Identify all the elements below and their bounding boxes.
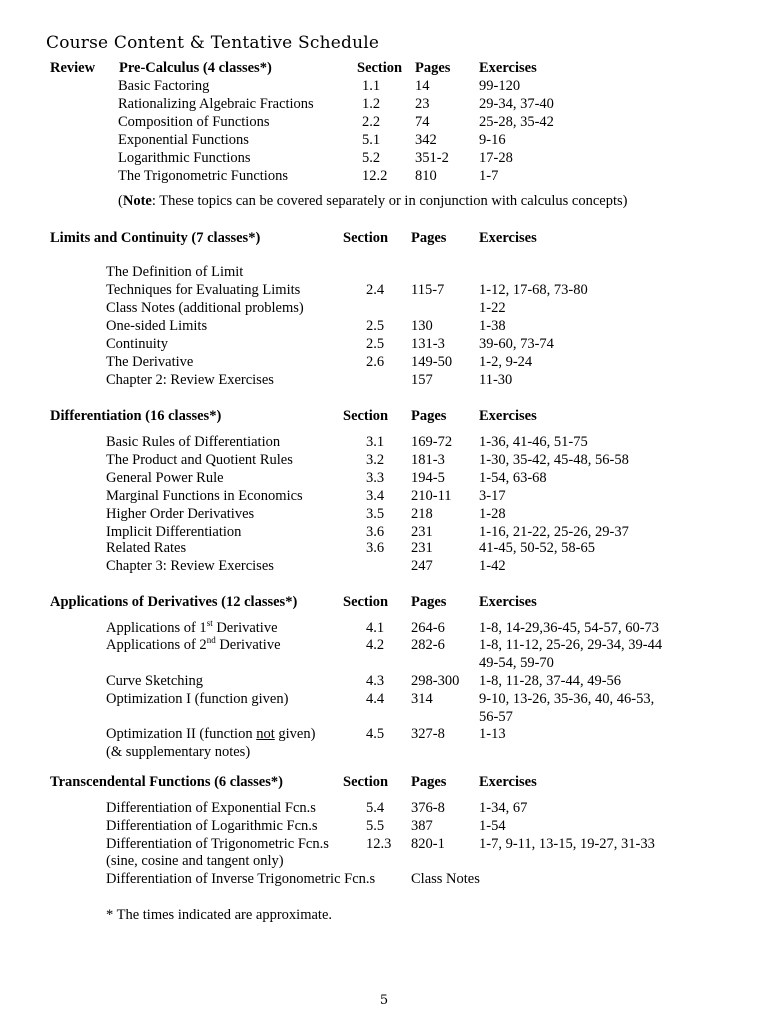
page-range: 169-72 <box>411 434 453 450</box>
topic: Class Notes (additional problems) <box>106 300 304 316</box>
topic: Continuity <box>106 336 169 352</box>
column-header-exercises: Exercises <box>479 60 537 76</box>
topic: Marginal Functions in Economics <box>106 488 303 504</box>
page-range: 327-8 <box>411 726 445 742</box>
column-header-pages: Pages <box>411 408 447 424</box>
page-range: 376-8 <box>411 800 445 816</box>
topic: Rationalizing Algebraic Fractions <box>118 96 314 112</box>
section-number: 1.1 <box>362 78 381 94</box>
exercise-list: 1-8, 11-12, 25-26, 29-34, 39-44 <box>479 637 663 653</box>
topic: Differentiation of Inverse Trigonometric Fcn.s <box>106 871 376 887</box>
exercise-list: 9-10, 13-26, 35-36, 40, 46-53, <box>479 691 655 707</box>
page-range: 181-3 <box>411 452 445 468</box>
page-range: Class Notes <box>411 871 480 887</box>
topic-part: Derivative <box>212 620 278 636</box>
review-label: Review <box>50 60 96 76</box>
exercise-list: 1-22 <box>479 300 506 316</box>
exercise-list: 1-13 <box>479 726 506 742</box>
column-header-section: Section <box>343 774 389 790</box>
page-title: Course Content & Tentative Schedule <box>46 33 380 53</box>
ordinal-suffix: st <box>206 618 213 629</box>
column-header-section: Section <box>357 60 403 76</box>
section-number: 5.5 <box>366 818 385 834</box>
exercise-list: 1-34, 67 <box>479 800 528 816</box>
exercise-list: 1-54, 63-68 <box>479 470 547 486</box>
topic <box>106 726 315 743</box>
section-heading: Applications of Derivatives (12 classes*) <box>50 594 298 610</box>
topic-continued: (& supplementary notes) <box>106 744 251 760</box>
exercise-list: 29-34, 37-40 <box>479 96 554 112</box>
exercise-list: 1-30, 35-42, 45-48, 56-58 <box>479 452 629 468</box>
section-number: 4.2 <box>366 637 385 653</box>
exercise-list: 1-36, 41-46, 51-75 <box>479 434 588 450</box>
page-range: 131-3 <box>411 336 445 352</box>
footnote: * The times indicated are approximate. <box>106 907 333 923</box>
topic: General Power Rule <box>106 470 224 486</box>
topic-part: Applications of 1 <box>106 620 207 636</box>
underlined-word: not <box>256 726 275 742</box>
column-header-section: Section <box>343 594 389 610</box>
column-header-pages: Pages <box>411 230 447 246</box>
topic: The Trigonometric Functions <box>118 168 288 184</box>
topic: Related Rates <box>106 540 187 556</box>
section-number: 3.6 <box>366 540 385 556</box>
section-number: 3.3 <box>366 470 385 486</box>
section-number: 2.5 <box>366 318 385 334</box>
column-header-pages: Pages <box>411 774 447 790</box>
topic: Chapter 3: Review Exercises <box>106 558 274 574</box>
exercise-list: 1-42 <box>479 558 506 574</box>
section-number: 5.4 <box>366 800 385 816</box>
topic: The Definition of Limit <box>106 264 244 280</box>
page-range: 194-5 <box>411 470 445 486</box>
page-range: 23 <box>415 96 430 112</box>
page-range: 74 <box>415 114 430 130</box>
section-number: 12.3 <box>366 836 392 852</box>
ordinal-suffix: nd <box>206 635 216 646</box>
exercise-list: 39-60, 73-74 <box>479 336 554 352</box>
precalc-header: Pre-Calculus (4 classes*) <box>119 60 272 76</box>
exercise-list: 1-7 <box>479 168 499 184</box>
exercise-list: 1-54 <box>479 818 506 834</box>
column-header-section: Section <box>343 230 389 246</box>
section-number: 2.2 <box>362 114 381 130</box>
exercise-list: 99-120 <box>479 78 521 94</box>
exercise-list: 3-17 <box>479 488 506 504</box>
section-number: 2.4 <box>366 282 385 298</box>
topic: Optimization I (function given) <box>106 691 289 707</box>
section-number: 4.4 <box>366 691 385 707</box>
page-range: 314 <box>411 691 433 707</box>
page-range: 298-300 <box>411 673 460 689</box>
section-number: 1.2 <box>362 96 381 112</box>
topic: The Product and Quotient Rules <box>106 452 293 468</box>
column-header-section: Section <box>343 408 389 424</box>
topic: Differentiation of Logarithmic Fcn.s <box>106 818 318 834</box>
section-number: 3.1 <box>366 434 385 450</box>
section-heading: Differentiation (16 classes*) <box>50 408 222 424</box>
topic: Chapter 2: Review Exercises <box>106 372 274 388</box>
page-range: 342 <box>415 132 437 148</box>
page-range: 231 <box>411 524 433 540</box>
page-range: 820-1 <box>411 836 445 852</box>
page-number: 5 <box>379 993 389 1008</box>
review-note: (Note: These topics can be covered separately or in conjunction with calculus concepts) <box>118 193 628 209</box>
topic: Basic Rules of Differentiation <box>106 434 281 450</box>
note-text: : These topics can be covered separately or in conjunction with calculus concepts) <box>151 193 628 209</box>
section-number: 4.3 <box>366 673 385 689</box>
page-range: 210-11 <box>411 488 452 504</box>
page-range: 115-7 <box>411 282 445 298</box>
column-header-pages: Pages <box>411 594 447 610</box>
exercise-list: 25-28, 35-42 <box>479 114 554 130</box>
page-range: 351-2 <box>415 150 449 166</box>
exercise-list-continued: 49-54, 59-70 <box>479 655 554 671</box>
topic: One-sided Limits <box>106 318 208 334</box>
column-header-exercises: Exercises <box>479 774 537 790</box>
topic <box>106 637 281 654</box>
exercise-list: 1-12, 17-68, 73-80 <box>479 282 588 298</box>
page-range: 264-6 <box>411 620 445 636</box>
topic: Differentiation of Trigonometric Fcn.s <box>106 836 329 852</box>
page-range: 231 <box>411 540 433 556</box>
topic: Techniques for Evaluating Limits <box>106 282 301 298</box>
exercise-list: 1-8, 14-29,36-45, 54-57, 60-73 <box>479 620 660 636</box>
section-number: 2.6 <box>366 354 385 370</box>
exercise-list: 1-16, 21-22, 25-26, 29-37 <box>479 524 629 540</box>
topic: Curve Sketching <box>106 673 204 689</box>
section-heading: Limits and Continuity (7 classes*) <box>50 230 261 246</box>
section-number: 5.1 <box>362 132 381 148</box>
exercise-list: 9-16 <box>479 132 506 148</box>
topic: Composition of Functions <box>118 114 270 130</box>
column-header-pages: Pages <box>415 60 451 76</box>
exercise-list: 17-28 <box>479 150 513 166</box>
section-number: 3.5 <box>366 506 385 522</box>
topic: The Derivative <box>106 354 194 370</box>
section-number: 3.2 <box>366 452 385 468</box>
section-number: 2.5 <box>366 336 385 352</box>
topic: Logarithmic Functions <box>118 150 251 166</box>
exercise-list: 1-38 <box>479 318 506 334</box>
column-header-exercises: Exercises <box>479 230 537 246</box>
note-label: Note <box>122 193 152 209</box>
page-range: 130 <box>411 318 433 334</box>
section-number: 12.2 <box>362 168 388 184</box>
page-range: 282-6 <box>411 637 445 653</box>
section-number: 4.1 <box>366 620 385 636</box>
exercise-list: 1-28 <box>479 506 506 522</box>
section-number: 3.4 <box>366 488 385 504</box>
exercise-list: 1-8, 11-28, 37-44, 49-56 <box>479 673 622 689</box>
section-number: 4.5 <box>366 726 385 742</box>
topic-continued: (sine, cosine and tangent only) <box>106 853 284 869</box>
column-header-exercises: Exercises <box>479 408 537 424</box>
page-range: 247 <box>411 558 433 574</box>
exercise-list: 11-30 <box>479 372 513 388</box>
page-range: 810 <box>415 168 437 184</box>
section-number: 3.6 <box>366 524 385 540</box>
topic-part: given) <box>274 726 316 742</box>
page-range: 387 <box>411 818 433 834</box>
exercise-list-continued: 56-57 <box>479 709 513 725</box>
exercise-list: 1-2, 9-24 <box>479 354 533 370</box>
exercise-list: 1-7, 9-11, 13-15, 19-27, 31-33 <box>479 836 655 852</box>
topic: Basic Factoring <box>118 78 210 94</box>
page-range: 149-50 <box>411 354 453 370</box>
page-range: 218 <box>411 506 433 522</box>
topic: Differentiation of Exponential Fcn.s <box>106 800 316 816</box>
section-number: 5.2 <box>362 150 381 166</box>
topic <box>106 620 278 637</box>
page-range: 157 <box>411 372 433 388</box>
topic: Implicit Differentiation <box>106 524 242 540</box>
section-heading: Transcendental Functions (6 classes*) <box>50 774 283 790</box>
topic-part: Applications of 2 <box>106 637 207 653</box>
topic: Exponential Functions <box>118 132 249 148</box>
page-range: 14 <box>415 78 430 94</box>
exercise-list: 41-45, 50-52, 58-65 <box>479 540 595 556</box>
column-header-exercises: Exercises <box>479 594 537 610</box>
topic: Higher Order Derivatives <box>106 506 255 522</box>
topic-part: Derivative <box>215 637 281 653</box>
topic-part: Optimization II (function <box>106 726 257 742</box>
